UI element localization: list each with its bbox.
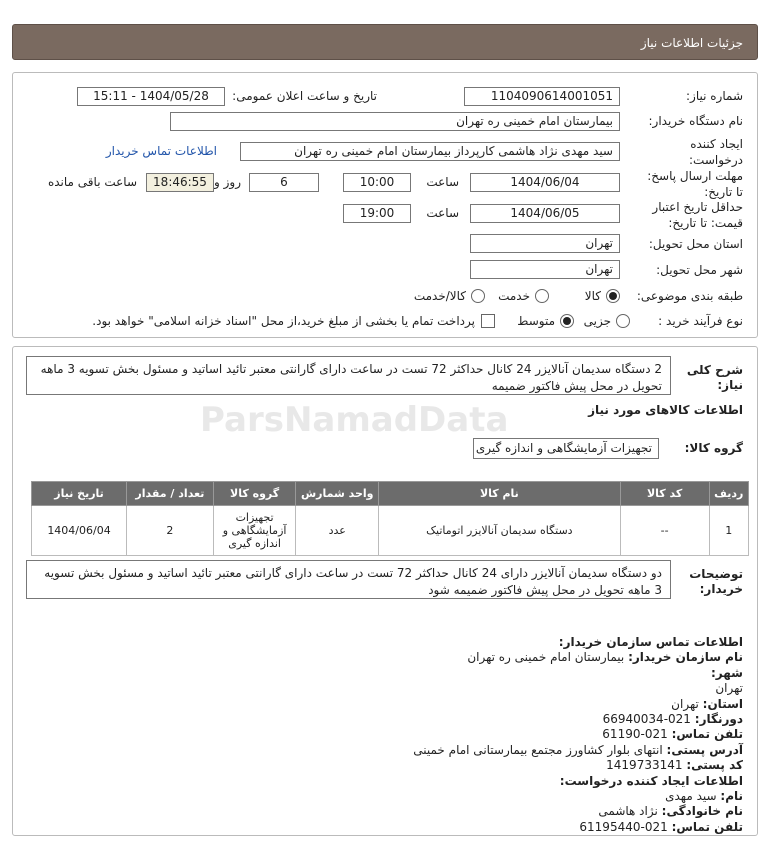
announce-label: تاریخ و ساعت اعلان عمومی: (232, 89, 377, 103)
postal-label: کد پستی: (686, 758, 743, 773)
phone-value: 021-61190 (602, 727, 668, 742)
validity-time-field[interactable]: 19:00 (343, 204, 411, 223)
buyer-notes-text: دو دستگاه سدیمان آنالایزر دارای 24 کانال حداکثر 72 تست در ساعت دارای گارانتی معتبر تائید اساتید و مسئول بخش تسویه 3 ماهه تحویل در محل پیش فاکتور ضمیمه شود (26, 560, 671, 599)
summary-label-1: شرح کلی (686, 363, 743, 377)
validity-time-label: ساعت (426, 206, 459, 220)
creator-field[interactable]: سید مهدی نژاد هاشمی کارپرداز بیمارستان امام خمینی ره تهران (240, 142, 620, 161)
address-value: انتهای بلوار کشاورز مجتمع بیمارستانی امام خمینی (413, 742, 663, 757)
cell-qty: 2 (127, 506, 214, 556)
cell-group (213, 506, 296, 556)
creator-label-1: ایجاد کننده (690, 137, 743, 151)
need-number-label: شماره نیاز: (686, 89, 743, 103)
items-table (31, 481, 749, 556)
announce-field[interactable]: 1404/05/28 - 15:11 (77, 87, 225, 106)
process-label: نوع فرآیند خرید : (658, 314, 743, 328)
creator-label-2: درخواست: (689, 153, 743, 167)
buyer-notes-label-1: توضیحات (689, 567, 743, 581)
deadline-time-field[interactable]: 10:00 (343, 173, 411, 192)
city-value: تهران (715, 681, 743, 696)
process-radio-minor[interactable] (616, 314, 630, 328)
cell-group-line-3: اندازه گیری (228, 537, 281, 550)
deadline-time-label: ساعت (426, 175, 459, 189)
deadline-label-1: مهلت ارسال پاسخ: (647, 169, 743, 183)
deadline-days-label: روز و (214, 175, 241, 189)
cell-group-line-1: تجهیزات (235, 511, 274, 524)
fax-value: 021-66940034 (602, 712, 691, 727)
page-title: جزئیات اطلاعات نیاز (12, 24, 758, 60)
org-label: نام سازمان خریدار: (628, 650, 743, 665)
watermark-logo: ParsNamadData (200, 400, 509, 440)
goods-group-field[interactable]: تجهیزات آزمایشگاهی و اندازه گیری (473, 438, 659, 459)
col-qty: تعداد / مقدار (127, 482, 214, 506)
creator-phone-value: 021-61195440 (579, 819, 668, 834)
name-value: سید مهدی (665, 789, 717, 804)
category-radio-service[interactable] (535, 289, 549, 303)
col-date: تاریخ نیاز (32, 482, 127, 506)
province-label: استان: (702, 696, 743, 711)
items-panel (12, 346, 758, 836)
family-value: نژاد هاشمی (598, 804, 658, 819)
col-name: نام کالا (379, 482, 621, 506)
validity-label-2: قیمت: تا تاریخ: (668, 216, 743, 230)
org-value: بیمارستان امام خمینی ره تهران (467, 650, 625, 665)
need-details-panel (12, 72, 758, 338)
goods-info-title: اطلاعات کالاهای مورد نیاز (588, 403, 743, 417)
cell-name: دستگاه سدیمان آنالایزر اتوماتیک (379, 506, 621, 556)
cell-unit: عدد (296, 506, 379, 556)
col-code: کد کالا (620, 482, 709, 506)
table-header-row (32, 482, 749, 506)
summary-text: 2 دستگاه سدیمان آنالایزر 24 کانال حداکثر 72 تست در ساعت دارای گارانتی معتبر تائید اساتید و مسئول بخش تسویه 3 ماهه تحویل در محل پیش فاکتور ضمیمه (26, 356, 671, 395)
province-field[interactable]: تهران (470, 234, 620, 253)
deadline-days-field[interactable]: 6 (249, 173, 319, 192)
cell-row: 1 (709, 506, 748, 556)
category-radio-goods[interactable] (606, 289, 620, 303)
table-row[interactable] (32, 506, 749, 556)
process-radio-medium[interactable] (560, 314, 574, 328)
summary-label-2: نیاز: (717, 378, 743, 392)
name-label: نام: (720, 789, 743, 804)
category-option-both: کالا/خدمت (413, 289, 466, 303)
process-option-minor: جزیی (583, 314, 611, 328)
category-option-goods: کالا (584, 289, 601, 303)
need-number-field[interactable]: 1104090614001051 (464, 87, 620, 106)
city-label: شهر: (711, 665, 743, 680)
treasury-checkbox[interactable] (481, 314, 495, 328)
postal-value: 1419733141 (606, 758, 683, 773)
category-option-service: خدمت (498, 289, 530, 303)
treasury-note: پرداخت تمام یا بخشی از مبلغ خرید،از محل "اسناد خزانه اسلامی" خواهد بود. (92, 314, 475, 328)
process-option-medium: متوسط (517, 314, 555, 328)
deadline-label-2: تا تاریخ: (704, 185, 743, 199)
col-group: گروه کالا (213, 482, 296, 506)
buyer-notes-label-2: خریدار: (699, 582, 743, 596)
creator-phone-label: تلفن تماس: (671, 819, 743, 834)
remaining-time-field: 18:46:55 (146, 173, 214, 192)
province-label: استان محل تحویل: (648, 237, 743, 251)
creator-info-title: اطلاعات ایجاد کننده درخواست: (559, 773, 743, 788)
buyer-org-field[interactable]: بیمارستان امام خمینی ره تهران (170, 112, 620, 131)
phone-label: تلفن تماس: (671, 727, 743, 742)
province-value: تهران (671, 696, 699, 711)
goods-group-label: گروه کالا: (684, 441, 743, 455)
buyer-org-label: نام دستگاه خریدار: (648, 114, 743, 128)
contact-title: اطلاعات تماس سازمان خریدار: (558, 635, 743, 649)
family-label: نام خانوادگی: (661, 804, 743, 819)
fax-label: دورنگار: (694, 712, 743, 727)
cell-date: 1404/06/04 (32, 506, 127, 556)
remaining-label: ساعت باقی مانده (47, 175, 137, 189)
buyer-contact-link[interactable]: اطلاعات تماس خریدار (105, 144, 217, 158)
deadline-date-field[interactable]: 1404/06/04 (470, 173, 620, 192)
category-radio-both[interactable] (471, 289, 485, 303)
address-label: آدرس پستی: (666, 742, 743, 757)
city-field[interactable]: تهران (470, 260, 620, 279)
cell-code: -- (620, 506, 709, 556)
cell-group-line-2: آزمایشگاهی و (222, 524, 287, 537)
col-unit: واحد شمارش (296, 482, 379, 506)
col-row: ردیف (709, 482, 748, 506)
validity-label-1: حداقل تاریخ اعتبار (652, 200, 743, 214)
buyer-contact-info (413, 635, 743, 835)
category-label: طبقه بندی موضوعی: (636, 289, 743, 303)
city-label: شهر محل تحویل: (656, 263, 743, 277)
validity-date-field[interactable]: 1404/06/05 (470, 204, 620, 223)
